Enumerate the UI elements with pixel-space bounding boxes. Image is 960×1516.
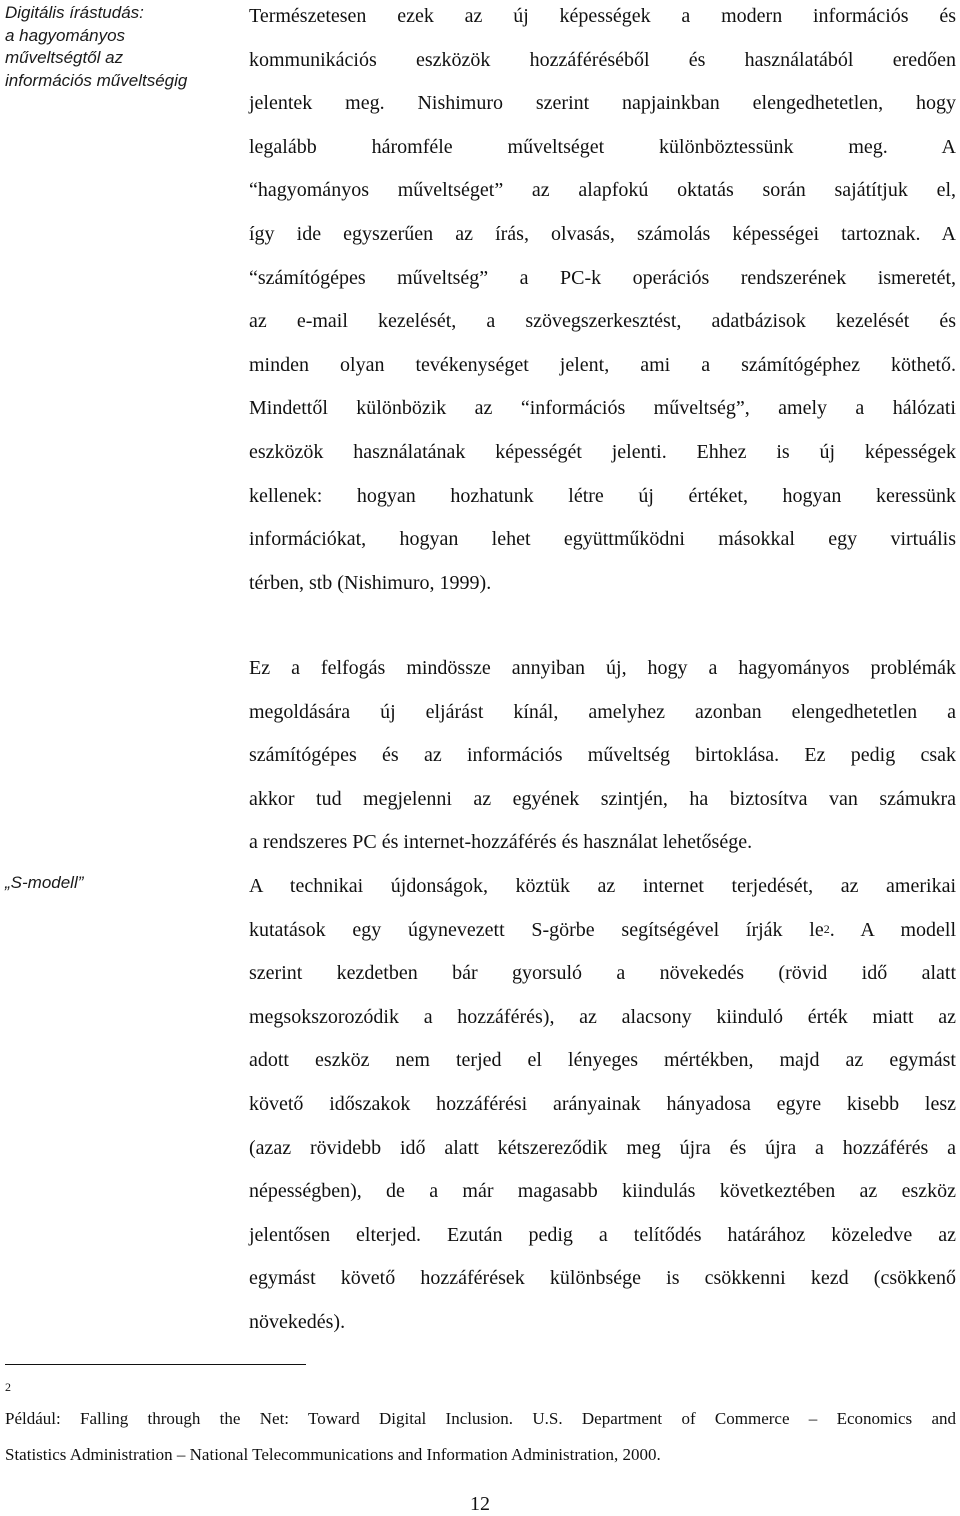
text-fragment: kutatások egy úgynevezett S-görbe segítségével írják le	[249, 918, 824, 941]
text-line: megoldására új eljárást kínál, amelyhez azonban elengedhetetlen a	[249, 700, 956, 723]
text-line: számítógépes és az információs műveltség birtoklása. Ez pedig csak	[249, 744, 956, 767]
footnote-number: 2	[5, 1380, 11, 1394]
text-line: kellenek: hogyan hozhatunk létre új értéket, hogyan keressünk	[249, 484, 956, 507]
text-line: “hagyományos műveltséget” az alapfokú oktatás során sajátítjuk el,	[249, 179, 956, 202]
footnote-separator	[5, 1364, 306, 1365]
text-line: szerint kezdetben bár gyorsuló a növekedés (rövid idő alatt	[249, 962, 956, 985]
text-line: növekedés).	[249, 1310, 346, 1333]
text-line: így ide egyszerűen az írás, olvasás, számolás képességei tartoznak. A	[249, 222, 956, 245]
text-line-with-footnote-ref	[249, 916, 956, 960]
text-line: minden olyan tevékenységet jelent, ami a számítógéphez köthető.	[249, 353, 956, 376]
margin-note-line: a hagyományos	[5, 25, 126, 45]
margin-note-line: műveltségtől az	[5, 48, 124, 67]
text-line: akkor tud megjelenni az egyének szintjén, ha biztosítva van számukra	[249, 787, 956, 810]
text-line: az e-mail kezelését, a szövegszerkesztést, adatbázisok kezelését és	[249, 310, 956, 333]
text-line: A technikai újdonságok, köztük az internet terjedését, az amerikai	[249, 875, 956, 897]
footnote	[5, 1380, 956, 1466]
text-line: kommunikációs eszközök hozzáféréséből és használatából eredően	[249, 48, 956, 71]
footnote-reference[interactable]: 2	[823, 921, 830, 936]
text-line: a rendszeres PC és internet-hozzáférés és használat lehetősége.	[249, 831, 753, 854]
text-line: eszközök használatának képességét jelenti. Ehhez is új képességek	[249, 440, 956, 463]
paragraph-s-model	[249, 872, 956, 1352]
page-number: 12	[470, 1493, 490, 1515]
footnote-text: Például: Falling through the Net: Toward Digital Inclusion. U.S. Department of Commerce – Economics and	[5, 1409, 956, 1428]
text-line: információkat, hogyan lehet együttműködni másokkal egy virtuális	[249, 528, 956, 551]
text-line: népességben), de a már magasabb kiindulás következtében az eszköz	[249, 1180, 956, 1203]
margin-note-line: „S-modell”	[5, 873, 84, 892]
text-line: “számítógépes műveltség” a PC-k operációs rendszerének ismeretét,	[249, 266, 956, 289]
text-line: adott eszköz nem terjed el lényeges mértékben, majd az egymást	[249, 1049, 956, 1072]
footnote-line: Statistics Administration – National Telecommunications and Information Administration, 2000.	[5, 1445, 661, 1464]
footnote-line	[5, 1380, 956, 1430]
text-line: egymást követő hozzáférések különbsége is csökkenni kezd (csökkenő	[249, 1267, 956, 1290]
text-line: jelentek meg. Nishimuro szerint napjainkban elengedhetetlen, hogy	[249, 92, 956, 115]
margin-note-s-model	[5, 872, 83, 895]
text-line: Mindettől különbözik az “információs műveltség”, amely a hálózati	[249, 397, 956, 420]
paragraph-literacy-types	[249, 2, 956, 612]
margin-note-line: információs műveltségig	[5, 70, 188, 90]
text-line: Természetesen ezek az új képességek a modern információs és	[249, 5, 956, 27]
text-line: (azaz rövidebb idő alatt kétszereződik meg újra és újra a hozzáférés a	[249, 1136, 956, 1159]
paragraph-conception	[249, 654, 956, 872]
text-line: jelentősen elterjed. Ezután pedig a telítődés határához közeledve az	[249, 1223, 956, 1246]
text-line: megsokszorozódik a hozzáférés), az alacsony kiinduló érték miatt az	[249, 1005, 956, 1028]
text-line: követő időszakok hozzáférési arányainak hányadosa egyre kisebb lesz	[249, 1092, 956, 1115]
text-line: legalább háromféle műveltséget különböztessünk meg. A	[249, 135, 956, 158]
text-line: Ez a felfogás mindössze annyiban új, hogy a hagyományos problémák	[249, 657, 956, 679]
text-line: térben, stb (Nishimuro, 1999).	[249, 571, 492, 594]
margin-note-line: Digitális írástudás:	[5, 3, 144, 22]
text-fragment: . A modell	[829, 918, 956, 941]
margin-note-section-title	[5, 2, 187, 92]
